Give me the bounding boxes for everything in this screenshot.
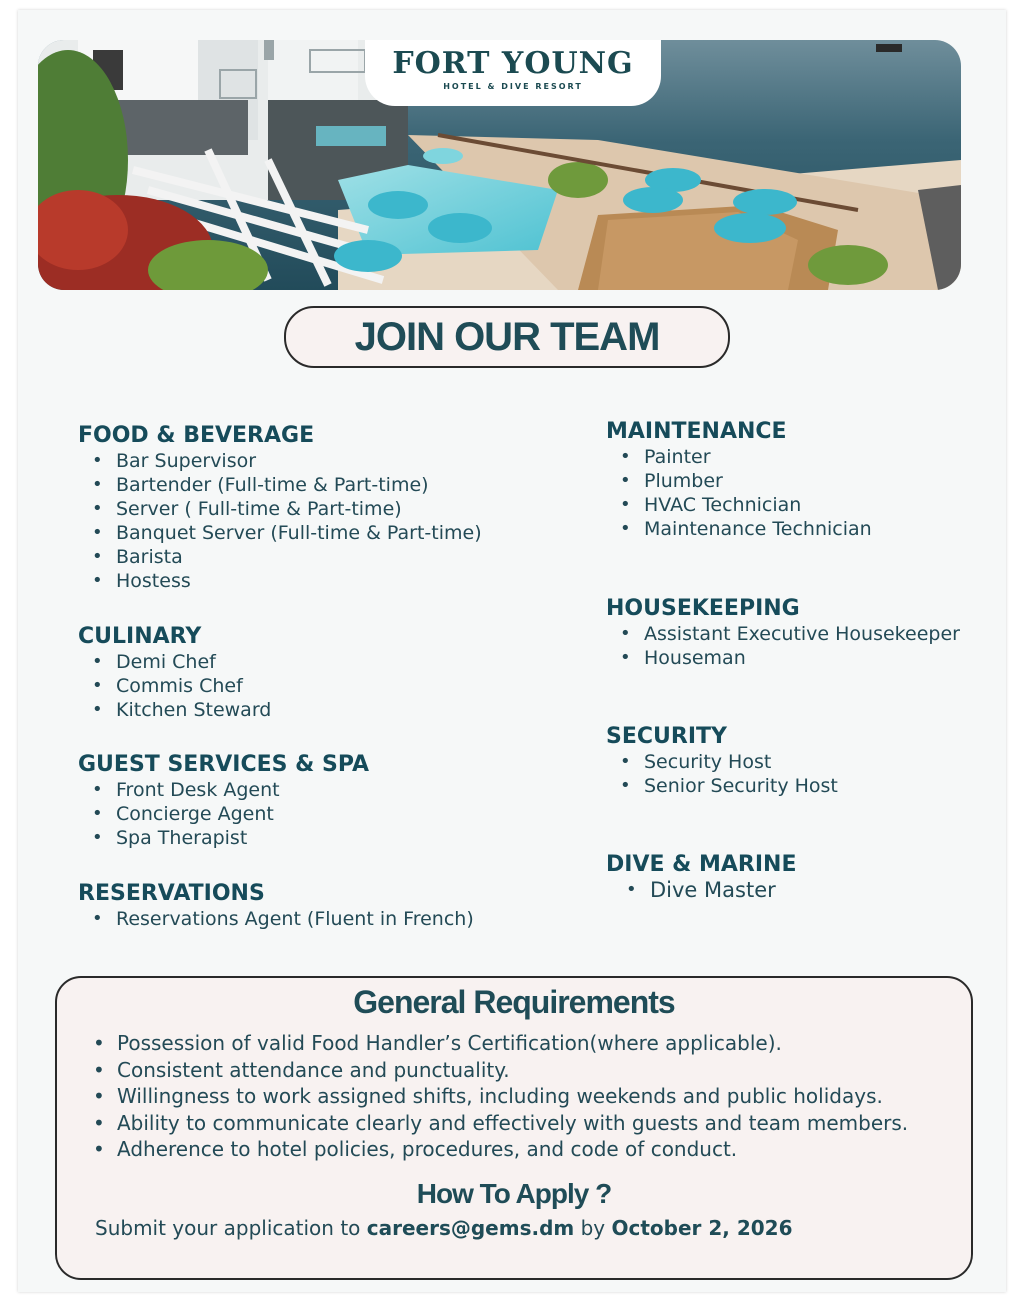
- job-item: • Server ( Full-time & Part-time): [92, 497, 482, 521]
- job-item: • Demi Chef: [92, 650, 271, 674]
- requirement-item: • Willingness to work assigned shifts, including weekends and public holidays.: [93, 1083, 908, 1110]
- job-item: • HVAC Technician: [620, 493, 872, 517]
- job-item: • Painter: [620, 445, 872, 469]
- brand-name: FORT YOUNG: [392, 46, 634, 81]
- job-item: • Senior Security Host: [620, 774, 838, 798]
- dept-reservations: [78, 881, 474, 931]
- requirement-item: • Consistent attendance and punctuality.: [93, 1057, 908, 1084]
- job-list: [78, 778, 369, 850]
- job-item: • Hostess: [92, 569, 482, 593]
- dept-maintenance: [606, 419, 872, 541]
- apply-email: careers@gems.dm: [366, 1216, 575, 1240]
- job-list: [606, 878, 797, 902]
- requirement-item: • Ability to communicate clearly and effectively with guests and team members.: [93, 1110, 908, 1137]
- job-item: • Maintenance Technician: [620, 517, 872, 541]
- dept-security: [606, 724, 838, 798]
- dept-housekeeping: [606, 596, 960, 670]
- brand-tagline: HOTEL & DIVE RESORT: [443, 82, 583, 91]
- job-list: [78, 449, 482, 593]
- job-item: • Plumber: [620, 469, 872, 493]
- general-requirements-panel: [55, 976, 973, 1280]
- job-item: • Bar Supervisor: [92, 449, 482, 473]
- dept-title: MAINTENANCE: [606, 419, 787, 444]
- job-list: [78, 907, 474, 931]
- apply-middle: by: [574, 1216, 612, 1240]
- dept-title: HOUSEKEEPING: [606, 596, 800, 621]
- job-list: [606, 622, 960, 670]
- job-item: • Front Desk Agent: [92, 778, 369, 802]
- job-list: [606, 750, 838, 798]
- requirements-title: General Requirements: [353, 984, 675, 1020]
- job-item: • Spa Therapist: [92, 826, 369, 850]
- dept-culinary: [78, 624, 271, 722]
- job-item: • Dive Master: [626, 878, 797, 902]
- job-item: • Security Host: [620, 750, 838, 774]
- dept-guest-services-spa: [78, 752, 369, 850]
- job-item: • Houseman: [620, 646, 960, 670]
- job-item: • Kitchen Steward: [92, 698, 271, 722]
- dept-title: SECURITY: [606, 724, 727, 749]
- job-item: • Reservations Agent (Fluent in French): [92, 907, 474, 931]
- dept-title: FOOD & BEVERAGE: [78, 423, 315, 448]
- apply-prefix: Submit your application to: [95, 1216, 367, 1240]
- job-list: [78, 650, 271, 722]
- job-item: • Commis Chef: [92, 674, 271, 698]
- dept-title: RESERVATIONS: [78, 881, 265, 906]
- dept-title: CULINARY: [78, 624, 202, 649]
- apply-instructions: [95, 1216, 793, 1240]
- dept-title: GUEST SERVICES & SPA: [78, 752, 369, 777]
- requirement-item: • Adherence to hotel policies, procedures, and code of conduct.: [93, 1136, 908, 1163]
- job-item: • Barista: [92, 545, 482, 569]
- requirements-list: [93, 1030, 908, 1163]
- brand-logo: [365, 40, 661, 106]
- apply-deadline: October 2, 2026: [611, 1216, 793, 1240]
- job-item: • Concierge Agent: [92, 802, 369, 826]
- requirement-item: • Possession of valid Food Handler’s Certification(where applicable).: [93, 1030, 908, 1057]
- join-our-team-banner: JOIN OUR TEAM: [284, 306, 730, 368]
- dept-title: DIVE & MARINE: [606, 852, 797, 877]
- job-item: • Banquet Server (Full-time & Part-time): [92, 521, 482, 545]
- dept-food-beverage: [78, 423, 482, 593]
- job-item: • Assistant Executive Housekeeper: [620, 622, 960, 646]
- how-to-apply-title: How To Apply ?: [416, 1178, 612, 1209]
- job-list: [606, 445, 872, 541]
- dept-dive-marine: [606, 852, 797, 902]
- job-item: • Bartender (Full-time & Part-time): [92, 473, 482, 497]
